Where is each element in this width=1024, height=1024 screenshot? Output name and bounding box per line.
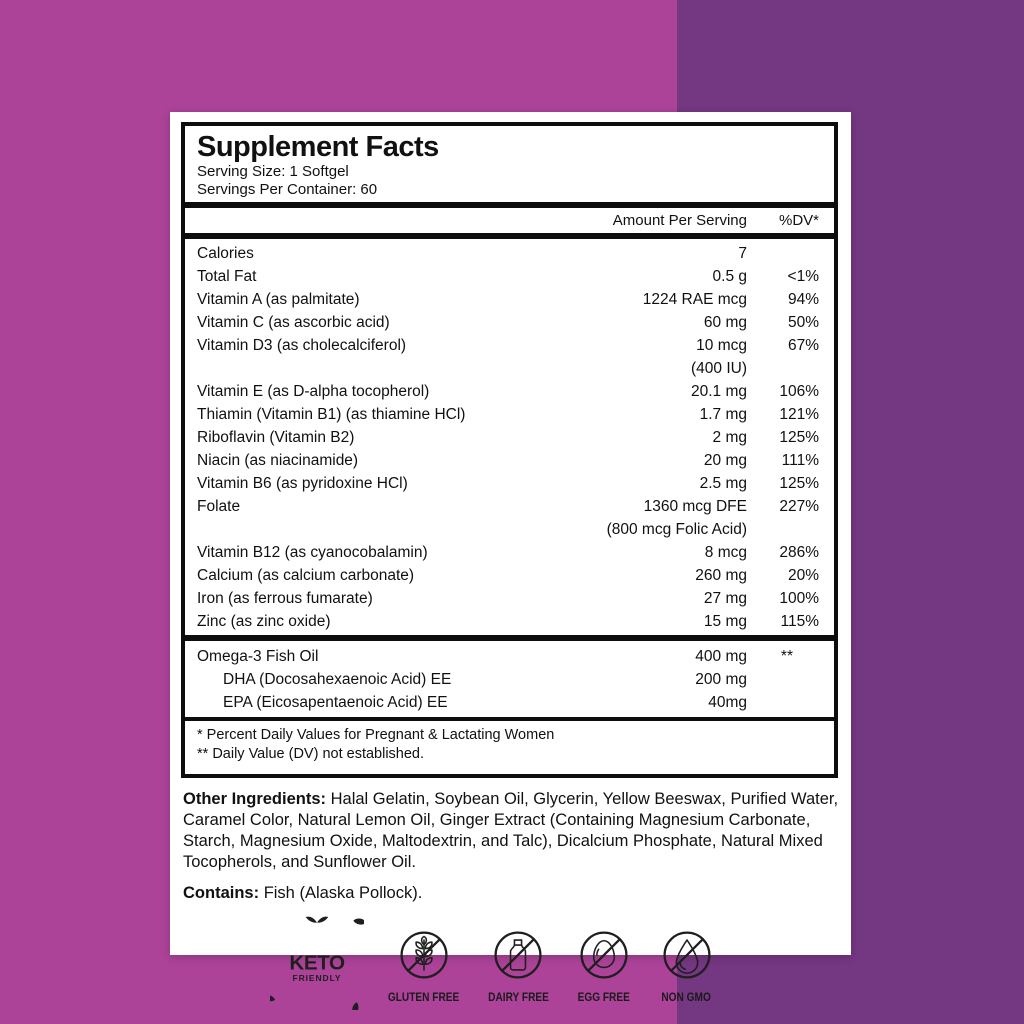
nutrient-name: Vitamin B6 (as pyridoxine HCl) [197,475,408,492]
nutrient-name: Vitamin D3 (as cholecalciferol) [197,337,407,354]
nutrient-dv: 111% [781,452,819,469]
nutrient-amount: 40mg [708,694,747,711]
table-row [197,449,819,472]
nutrient-name: Iron (as ferrous fumarate) [197,590,373,607]
table-row [197,587,819,610]
amount-per-serving-header: Amount Per Serving [612,212,747,229]
supplement-facts-title: Supplement Facts [197,131,439,163]
non-gmo-label: NON GMO [661,991,712,1004]
nutrient-amount: 0.5 g [712,268,747,285]
nutrient-dv: 50% [787,314,819,331]
nutrient-name: Vitamin B12 (as cyanocobalamin) [197,544,428,561]
nutrient-dv [747,668,819,691]
nutrient-amount: 20 mg [703,452,747,469]
nutrient-amount: 1.7 mg [699,406,747,423]
supplement-label-card [170,112,851,1004]
table-row [197,265,819,288]
certification-badges-row [154,916,835,1010]
friendly-text: FRIENDLY [292,972,342,983]
nutrient-dv: <1% [787,268,819,285]
nutrient-name: Vitamin C (as ascorbic acid) [197,314,390,331]
other-ingredients-paragraph [183,789,841,873]
nutrient-name: Zinc (as zinc oxide) [197,613,331,630]
keto-text: KETO [289,951,346,975]
table-row [197,668,819,691]
egg-free-icon [572,923,636,987]
nutrient-amount-line2: (800 mcg Folic Acid) [606,521,747,538]
nutrient-amount: 10 mcg [696,337,747,354]
gluten-free-icon [392,923,456,987]
nutrient-amount: 2 mg [712,429,747,446]
table-row [197,242,819,265]
nutrient-amount: 200 mg [695,671,747,688]
nutrient-name: DHA (Docosahexaenoic Acid) EE [223,671,452,688]
nutrient-name: Total Fat [197,268,257,285]
nutrient-name: EPA (Eicosapentaenoic Acid) EE [223,694,448,711]
nutrient-amount: 8 mcg [704,544,747,561]
nutrient-dv: 67% [787,337,819,354]
nutrient-dv: 100% [779,590,819,607]
nutrient-dv [747,242,819,265]
nutrient-amount: 60 mg [703,314,747,331]
non-gmo-icon [655,923,719,987]
table-row [197,564,819,587]
footnote-line: * Percent Daily Values for Pregnant & Lactating Women [197,727,555,743]
dairy-free-badge [484,923,553,1004]
wreath-top-leaf [306,917,317,923]
nutrient-name: Calories [197,245,254,262]
keto-friendly-icon [270,916,364,1010]
nutrient-dv-spacer [747,518,819,541]
nutrient-amount: 260 mg [695,567,747,584]
dairy-free-label: DAIRY FREE [487,991,549,1004]
nutrient-dv: 227% [779,498,819,515]
nutrient-name-spacer [197,357,562,380]
table-row [197,334,819,357]
footnote-line: ** Daily Value (DV) not established. [197,746,425,762]
table-row [197,645,819,668]
table-row [197,472,819,495]
serving-size-text: Serving Size: 1 Softgel [197,163,349,180]
nutrient-name: Calcium (as calcium carbonate) [197,567,415,584]
nutrient-table [197,239,819,635]
nutrient-amount: 20.1 mg [690,383,747,400]
egg-free-label: EGG FREE [577,991,630,1004]
nutrient-dv: 125% [779,429,819,446]
nutrient-dv [747,691,819,714]
table-row [197,403,819,426]
nutrient-amount-line2: (400 IU) [691,360,747,377]
footnotes [197,721,819,767]
nutrient-dv: 125% [779,475,819,492]
nutrient-amount: 1360 mcg DFE [643,498,747,515]
table-row [197,541,819,564]
table-header-row [197,208,819,233]
table-row [197,426,819,449]
gluten-free-label: GLUTEN FREE [388,991,460,1004]
nutrient-amount: 1224 RAE mcg [642,291,747,308]
servings-per-container-text: Servings Per Container: 60 [197,181,378,198]
nutrient-name: Thiamin (Vitamin B1) (as thiamine HCl) [197,406,466,423]
nutrient-name: Niacin (as niacinamide) [197,452,359,469]
nutrient-name-spacer [197,518,562,541]
nutrient-dv-spacer [747,357,819,380]
table-row-continuation [197,357,819,380]
nutrient-dv: ** [780,648,793,665]
nutrient-name: Vitamin A (as palmitate) [197,291,360,308]
table-row [197,380,819,403]
nutrient-dv: 115% [780,613,819,630]
nutrient-amount: 27 mg [703,590,747,607]
omega-table [197,641,819,717]
table-row [197,288,819,311]
table-row-continuation [197,518,819,541]
dairy-free-icon [486,923,550,987]
supplement-facts-box [181,122,838,778]
other-ingredients-text: Halal Gelatin, Soybean Oil, Glycerin, Yellow Beeswax, Purified Water, Caramel Color, Natural Lemon Oil, Ginger Extract (Containing Magnesium Carbonate, Starch, Magnesium Oxide, Maltodextrin, and Talc), Dicalcium Phosphate, Natural Mixed Tocopherols, and Sunflower Oil. [183,790,839,871]
table-row [197,495,819,518]
percent-dv-header: %DV* [778,212,819,229]
nutrient-dv: 20% [787,567,819,584]
nutrient-amount: 7 [738,245,747,262]
nutrient-dv: 106% [779,383,819,400]
table-row [197,311,819,334]
egg-free-badge [572,923,636,1004]
nutrient-name: Folate [197,498,241,515]
non-gmo-badge [655,923,719,1004]
table-row [197,691,819,714]
nutrient-name: Riboflavin (Vitamin B2) [197,429,355,446]
other-ingredients-label: Other Ingredients: [183,790,327,808]
nutrient-dv: 286% [779,544,819,561]
contains-text: Fish (Alaska Pollock). [263,884,423,902]
nutrient-dv: 94% [787,291,819,308]
table-row [197,610,819,633]
contains-paragraph [183,883,841,904]
gluten-free-badge [383,923,464,1004]
nutrient-amount: 15 mg [703,613,747,630]
nutrient-amount: 400 mg [695,648,747,665]
nutrient-name: Vitamin E (as D-alpha tocopherol) [197,383,430,400]
nutrient-amount: 2.5 mg [699,475,747,492]
contains-label: Contains: [183,884,260,902]
nutrient-name: Omega-3 Fish Oil [197,648,319,665]
nutrient-dv: 121% [779,406,819,423]
